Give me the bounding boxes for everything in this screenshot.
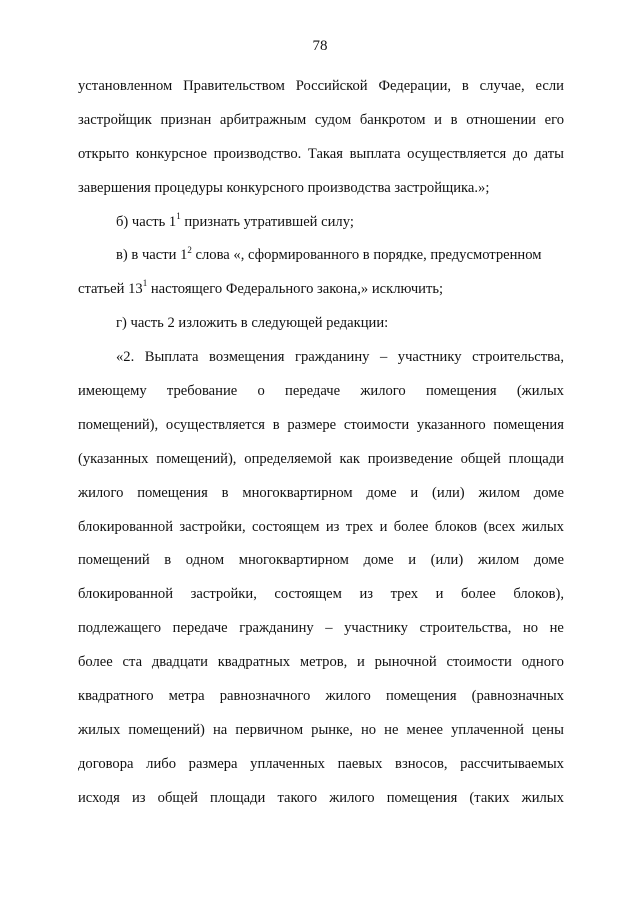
word: трех (345, 518, 374, 535)
word: гражданину (294, 349, 370, 366)
word: признан (160, 111, 212, 128)
text-line (78, 544, 564, 578)
word: участнику (344, 620, 408, 637)
word: более (78, 654, 113, 671)
word: и (435, 586, 444, 603)
word: застройщик (78, 111, 152, 128)
word: помещения (137, 484, 208, 501)
word: многоквартирном (242, 484, 353, 501)
text-line (78, 70, 564, 104)
page-number: 78 (312, 38, 328, 54)
text-line (78, 612, 564, 646)
word: открыто (78, 145, 130, 162)
word: взносов, (395, 755, 448, 772)
word: Правительством (183, 78, 285, 94)
word: договора (78, 755, 134, 772)
word: более (460, 586, 496, 603)
word: в (221, 484, 229, 501)
word: помещения (385, 688, 457, 705)
text-line (78, 511, 564, 545)
word: о (257, 383, 265, 400)
superscript: 2 (187, 244, 192, 255)
word: жилого (329, 789, 375, 806)
text-line (78, 138, 564, 172)
text-line (78, 477, 564, 511)
word: и (379, 518, 388, 535)
text-line (78, 443, 564, 477)
text-line: завершения процедуры конкурсного производства застройщика.»; (78, 179, 490, 196)
word: жилом (478, 484, 520, 501)
word: в (272, 416, 280, 433)
document-body (78, 70, 564, 816)
word: определяемой (244, 450, 332, 467)
word: исходя (78, 789, 120, 806)
text-line (78, 748, 564, 782)
word: (или) (432, 484, 465, 501)
word: жилых (78, 721, 121, 738)
word: и (434, 111, 442, 128)
word: и (410, 484, 419, 501)
word: в (164, 552, 172, 569)
word: жилого (360, 383, 406, 400)
word: в (461, 78, 469, 94)
text-line (78, 375, 564, 409)
word: блокированной (78, 586, 174, 603)
word: двадцати (151, 654, 208, 671)
word: блоков), (513, 586, 564, 603)
word: паевых (337, 755, 383, 772)
word: из (325, 518, 340, 535)
word: (жилых (516, 383, 564, 400)
word: уплаченной (451, 721, 524, 738)
word: либо (146, 755, 176, 772)
word: жилых (521, 518, 564, 535)
text-line (78, 714, 564, 748)
word: случае, (479, 78, 525, 94)
text-line (78, 341, 564, 375)
word: даты (534, 145, 564, 162)
word: но (360, 721, 377, 738)
word: застройки, (179, 518, 246, 535)
word: произведение (367, 450, 453, 467)
word: состоящем (252, 518, 320, 535)
word: (равнозначных (471, 688, 564, 705)
word: подлежащего (78, 620, 162, 637)
word: не (549, 620, 564, 637)
word: площади (508, 450, 564, 467)
text-fragment: признать утратившей силу; (180, 213, 354, 230)
text-line (78, 646, 564, 680)
word: его (544, 111, 564, 128)
word: многоквартирном (238, 552, 349, 569)
text-fragment: настоящего Федерального закона,» исключить; (147, 281, 444, 298)
word: более (393, 518, 429, 535)
word: Такая (307, 145, 343, 162)
word: размере (287, 416, 337, 433)
word: возмещения (209, 349, 285, 366)
word: участнику (397, 349, 462, 366)
word: блоков (434, 518, 478, 535)
word: помещения (386, 789, 458, 806)
word: стоимости (446, 654, 512, 671)
word: состоящем (274, 586, 342, 603)
word: такого (277, 789, 318, 806)
word: передаче (285, 383, 341, 400)
word: установленном (78, 78, 173, 94)
word: и (408, 552, 417, 569)
word: метров, (299, 654, 348, 671)
text-line (78, 104, 564, 138)
word: метра (168, 688, 205, 705)
word: банкротом (359, 111, 426, 128)
word: одного (521, 654, 564, 671)
word: указанного (416, 416, 486, 433)
text-line (78, 273, 564, 307)
word: – (379, 349, 388, 366)
word: трех (390, 586, 419, 603)
word: блокированной (78, 518, 174, 535)
word: одном (185, 552, 225, 569)
word: помещений), (78, 416, 159, 433)
word: жилом (477, 552, 520, 569)
text-line (78, 578, 564, 612)
word: цены (532, 721, 564, 738)
word: и (357, 654, 365, 671)
word: менее (406, 721, 444, 738)
superscript: 1 (142, 278, 148, 289)
word: (указанных (78, 450, 149, 467)
text-fragment: статьей 13 (78, 281, 143, 298)
word: осуществляется (407, 145, 507, 162)
word: рынке, (311, 721, 353, 738)
text-line (78, 409, 564, 443)
word: «2. (116, 349, 135, 366)
word: Выплата (144, 349, 199, 366)
word: доме (363, 552, 394, 569)
text-line (78, 239, 564, 273)
word: рассчитываемых (460, 755, 564, 772)
word: в (450, 111, 458, 128)
word: Федерации, (378, 78, 452, 94)
word: доме (533, 484, 564, 501)
word: как (339, 450, 360, 467)
word: (или) (430, 552, 464, 569)
word: не (384, 721, 399, 738)
word: стоимости (343, 416, 410, 433)
text-line: г) часть 2 изложить в следующей редакции: (116, 315, 389, 332)
word: жилого (325, 688, 371, 705)
word: (таких (469, 789, 510, 806)
word: ста (122, 654, 143, 671)
word: – (325, 620, 333, 637)
word: выплата (349, 145, 401, 162)
word: уплаченных (250, 755, 325, 772)
word: на (212, 721, 228, 738)
word: размера (188, 755, 238, 772)
word: судом (314, 111, 352, 128)
word: рыночной (374, 654, 437, 671)
word: производство. (213, 145, 302, 162)
word: осуществляется (165, 416, 265, 433)
word: арбитражным (219, 111, 307, 128)
word: до (512, 145, 528, 162)
word: жилого (78, 484, 124, 501)
word: жилых (521, 789, 564, 806)
word: общей (157, 789, 198, 806)
word: Российской (295, 78, 368, 94)
word: помещений), (156, 450, 237, 467)
text-fragment: в) в части 1 (116, 247, 188, 264)
word: из (359, 586, 374, 603)
text-fragment: слова «, сформированного в порядке, предусмотренном (191, 247, 542, 264)
word: конкурсное (135, 145, 207, 162)
word: отношении (466, 111, 536, 128)
word: общей (460, 450, 501, 467)
word: площади (210, 789, 266, 806)
word: если (535, 78, 564, 94)
word: помещения (493, 416, 564, 433)
word: равнозначного (219, 688, 311, 705)
word: но (522, 620, 539, 637)
word: квадратного (78, 688, 154, 705)
text-line (78, 206, 564, 240)
text-line (78, 782, 564, 816)
word: помещений) (128, 721, 205, 738)
word: строительства, (472, 349, 564, 366)
word: доме (366, 484, 397, 501)
word: квадратных (217, 654, 291, 671)
word: из (131, 789, 146, 806)
word: гражданину (239, 620, 314, 637)
superscript: 1 (176, 210, 181, 221)
text-fragment: б) часть 1 (116, 213, 177, 230)
word: требование (166, 383, 238, 400)
word: имеющему (78, 383, 147, 400)
word: доме (533, 552, 564, 569)
word: помещений (78, 552, 150, 569)
text-line (78, 680, 564, 714)
word: передаче (172, 620, 228, 637)
word: помещения (425, 383, 497, 400)
word: застройки, (190, 586, 257, 603)
word: (всех (483, 518, 516, 535)
word: первичном (235, 721, 304, 738)
word: строительства, (419, 620, 512, 637)
